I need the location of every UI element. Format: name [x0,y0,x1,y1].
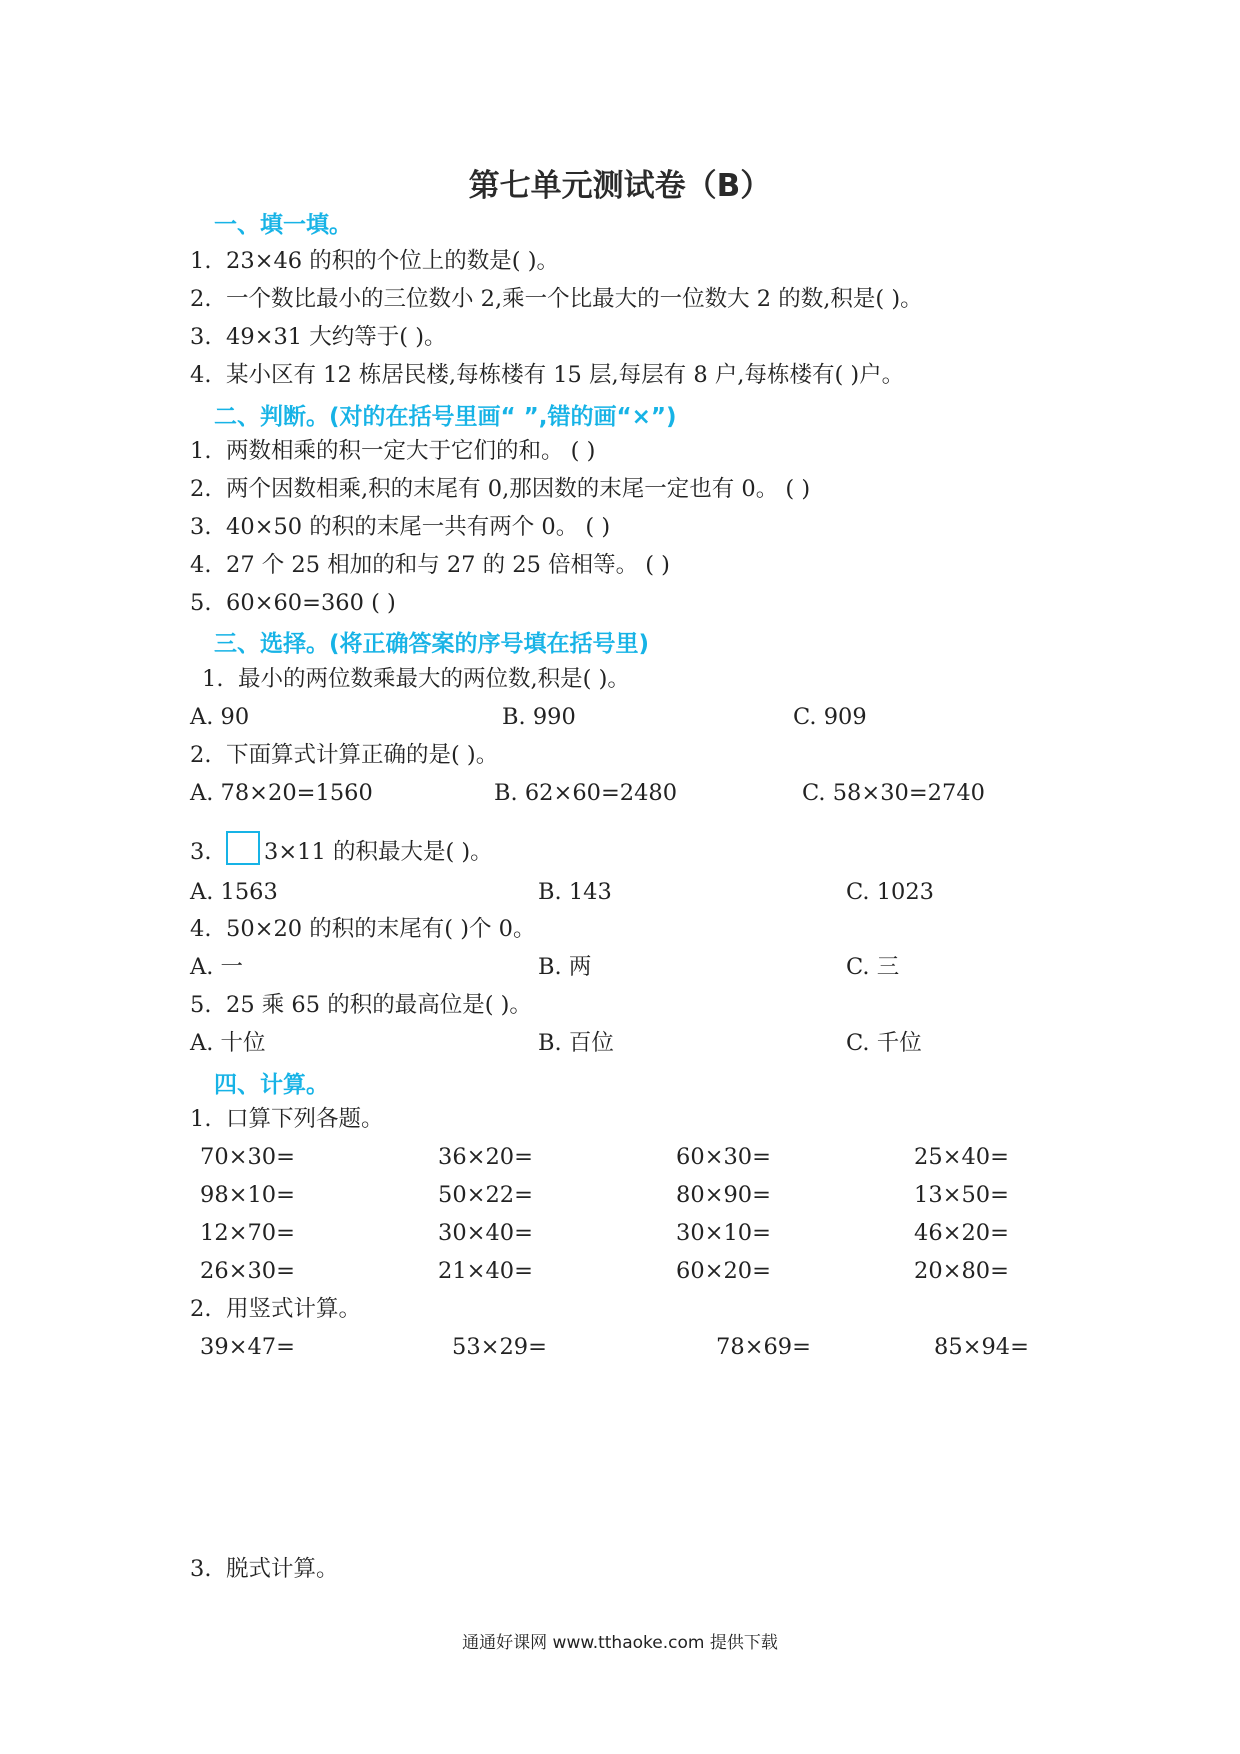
q3-option-c: C. 1023 [846,879,934,905]
item-number: 4. [190,552,212,578]
q4-option-b: B. 两 [538,954,592,980]
item-number: 2. [190,286,212,312]
sec3-q2 [190,740,498,770]
q5-option-a: A. 十位 [190,1030,266,1056]
vertical-calc-item: 85×94= [934,1334,1029,1360]
mental-math-cell: 50×22= [438,1182,533,1208]
q5-option-b: B. 百位 [538,1030,614,1056]
item-text: 一个数比最小的三位数小 2,乘一个比最大的一位数大 2 的数,积是( )。 [226,286,923,312]
item-number: 2. [190,476,212,502]
section-3-heading: 三、选择。(将正确答案的序号填在括号里) [214,631,650,657]
vertical-calc-item: 53×29= [452,1334,547,1360]
item-number: 1. [190,248,212,274]
mental-math-cell: 36×20= [438,1144,533,1170]
item-number: 3. [190,1556,212,1582]
mental-math-cell: 12×70= [200,1220,295,1246]
q4-option-a: A. 一 [190,954,244,980]
mental-math-cell: 26×30= [200,1258,295,1284]
sec3-q4 [190,914,535,944]
mental-math-cell: 60×20= [676,1258,771,1284]
item-number: 4. [190,916,212,942]
q2-option-b: B. 62×60=2480 [494,780,678,806]
page-title: 第七单元测试卷（B） [468,168,772,204]
item-number: 4. [190,362,212,388]
q1-option-c: C. 909 [793,704,867,730]
sec1-item-3 [190,322,446,352]
footer-source: 通通好课网 www.tthaoke.com 提供下载 [462,1633,778,1653]
item-text: 50×20 的积的末尾有( )个 0。 [226,916,536,942]
mental-math-cell: 80×90= [676,1182,771,1208]
mental-math-cell: 46×20= [914,1220,1009,1246]
item-text: 用竖式计算。 [226,1296,362,1322]
item-number: 5. [190,590,212,616]
item-text: 60×60=360 ( ) [226,590,396,616]
sec2-item-2 [190,474,810,504]
item-text: 40×50 的积的末尾一共有两个 0。 ( ) [226,514,611,540]
q4-option-c: C. 三 [846,954,900,980]
sec4-part-2 [190,1294,361,1324]
sec2-item-5 [190,588,396,618]
mental-math-cell: 60×30= [676,1144,771,1170]
item-number: 2. [190,742,212,768]
q5-option-c: C. 千位 [846,1030,922,1056]
sec4-part-1 [190,1104,384,1134]
section-4-heading: 四、计算。 [214,1072,329,1098]
sec3-q5 [190,990,532,1020]
sec1-item-1 [190,246,559,276]
q3-option-b: B. 143 [538,879,612,905]
item-text: 某小区有 12 栋居民楼,每栋楼有 15 层,每层有 8 户,每栋楼有( )户。 [226,362,905,388]
vertical-calc-item: 39×47= [200,1334,295,1360]
mental-math-cell: 98×10= [200,1182,295,1208]
mental-math-cell: 25×40= [914,1144,1009,1170]
section-1-heading: 一、填一填。 [214,212,352,238]
mental-math-cell: 20×80= [914,1258,1009,1284]
vertical-calc-item: 78×69= [716,1334,811,1360]
sec2-item-4 [190,550,670,580]
q1-option-b: B. 990 [502,704,576,730]
item-number: 3. [190,514,212,540]
item-number: 1. [190,1106,212,1132]
item-text: 最小的两位数乘最大的两位数,积是( )。 [238,666,630,692]
sec1-item-4 [190,360,904,390]
item-number: 5. [190,992,212,1018]
item-text: 27 个 25 相加的和与 27 的 25 倍相等。 ( ) [226,552,670,578]
q2-option-c: C. 58×30=2740 [802,780,985,806]
mental-math-cell: 30×10= [676,1220,771,1246]
sec3-q3 [190,831,493,867]
q2-option-a: A. 78×20=1560 [190,780,373,806]
mental-math-cell: 30×40= [438,1220,533,1246]
item-text: 23×46 的积的个位上的数是( )。 [226,248,559,274]
sec1-item-2 [190,284,923,314]
item-text: 25 乘 65 的积的最高位是( )。 [226,992,532,1018]
mental-math-cell: 21×40= [438,1258,533,1284]
sec2-item-3 [190,512,610,542]
q1-option-a: A. 90 [190,704,250,730]
item-number: 2. [190,1296,212,1322]
item-text: 两个因数相乘,积的末尾有 0,那因数的末尾一定也有 0。 ( ) [226,476,811,502]
item-text: 两数相乘的积一定大于它们的和。 ( ) [226,438,596,464]
mental-math-cell: 13×50= [914,1182,1009,1208]
item-number: 1. [190,438,212,464]
q3-option-a: A. 1563 [190,879,278,905]
mental-math-cell: 70×30= [200,1144,295,1170]
section-2-heading: 二、判断。(对的在括号里画“ ”,错的画“×”) [214,404,677,430]
item-text: 49×31 大约等于( )。 [226,324,447,350]
item-text: 脱式计算。 [226,1556,339,1582]
sec3-q1 [202,664,630,694]
item-number: 1. [202,666,224,692]
item-text: 口算下列各题。 [226,1106,384,1132]
blank-square-box [226,831,260,865]
sec4-part-3 [190,1554,339,1584]
sec2-item-1 [190,436,595,466]
item-number: 3. [190,324,212,350]
item-text: 下面算式计算正确的是( )。 [226,742,499,768]
item-number: 3. [190,839,212,865]
item-text: 3×11 的积最大是( )。 [264,839,493,865]
